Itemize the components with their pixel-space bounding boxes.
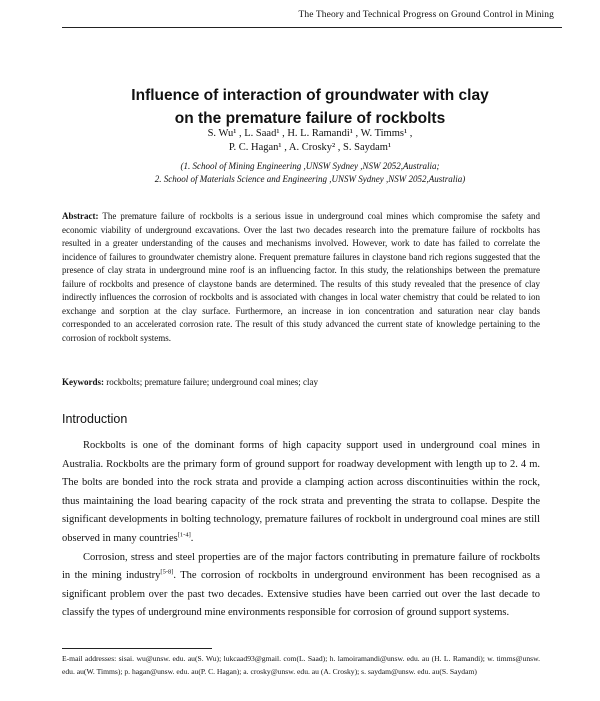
paragraph-1-end: . — [190, 532, 194, 544]
paragraph-2 — [62, 549, 540, 623]
abstract-text: The premature failure of rockbolts is a serious issue in underground coal mines which compromise the safety and economic viability of underground excavations. Over the last two decades research into the premature failure of rockbolts has resulted in a greater understanding of the causes and mechanisms involved. However, work to date has failed to correlate the incidence of failures to groundwater chemistry alone. Frequent premature failures in claystone band rich regions suggested that the presence of clay strata in underground mine roof is an influencing factor. In this study, the relationships between the premature failure of rockbolts and presence of claystone bands are determined. The results of this study revealed that the presence of clay indirectly influences the corrosion of rockbolts and is associated with changes in local water chemistry that could be related to ion exchange and sorption at the clay surface. Furthermore, an increase in ion concentration and saturation near clay bands corresponded to an accelerated corrosion rate. The result of this study advanced the current state of knowledge pertaining to the corrosion of rockbolt systems. — [62, 211, 540, 343]
keywords — [62, 376, 540, 389]
paper-title — [60, 84, 560, 130]
paragraph-1 — [62, 437, 540, 549]
footnote-rule — [62, 648, 212, 649]
affiliation-1: (1. School of Mining Engineering ,UNSW Sydney ,NSW 2052,Australia; — [180, 161, 440, 171]
paragraph-2-rest: . The corrosion of rockbolts in underground environment has been recognised as a significant problem over the past two decades. Extensive studies have been carried out over the last decade to classify the types of underground mine environments responsible for corrosion of ground support systems. — [62, 570, 540, 619]
title-line-2: on the premature failure of rockbolts — [174, 110, 446, 127]
keywords-label: Keywords: — [62, 377, 104, 387]
section-heading-introduction: Introduction — [62, 412, 128, 426]
footnote-emails: E-mail addresses: sisai. wu@unsw. edu. au(S. Wu); lukcaad93@gmail. com(L. Saad); h. lamoiramandi@unsw. edu. au (H. L. Ramandi); w. timms@unsw. edu. au(W. Timms); p. hagan@unsw. edu. au(P. C. Hagan); a. crosky@unsw. edu. au (A. Crosky); s. saydam@unsw. edu. au(S. Saydam) — [62, 654, 540, 676]
abstract-label: Abstract: — [62, 211, 99, 221]
citation-1-4[interactable]: [1-4] — [177, 531, 191, 539]
title-line-1: Influence of interaction of groundwater with clay — [131, 87, 489, 104]
header-rule — [62, 27, 562, 28]
paragraph-2-start: Corrosion, stress and steel properties are of the major factors contributing in premature failure of rockbolts in the mining industry — [62, 551, 540, 582]
paragraph-1-text: Rockbolts is one of the dominant forms of high capacity support used in underground coal mines in Australia. Rockbolts are the primary form of ground support for roadway development with length up to 2. 4 m. The bolts are bonded into the rock strata and provide a clamping action across discontinuities within the rock, thus maintaining the load bearing capacity of the rock strata and preventing the strata to collapse. Despite the significant developments in bolting technology, premature failures of rockbolt in underground coal mines are still observed in many countries — [62, 440, 540, 544]
author-list — [60, 127, 560, 155]
abstract — [62, 210, 540, 345]
authors-line-2: P. C. Hagan¹ , A. Crosky² , S. Saydam¹ — [228, 142, 392, 153]
keywords-text: rockbolts; premature failure; underground coal mines; clay — [104, 377, 319, 387]
citation-5-8[interactable]: [5-8] — [160, 568, 174, 576]
affiliations — [60, 160, 560, 186]
running-head: The Theory and Technical Progress on Ground Control in Mining — [298, 10, 554, 20]
affiliation-2: 2. School of Materials Science and Engineering ,UNSW Sydney ,NSW 2052,Australia) — [154, 174, 466, 184]
authors-line-1: S. Wu¹ , L. Saad¹ , H. L. Ramandi¹ , W. Timms¹ , — [207, 128, 413, 139]
introduction-body — [62, 437, 540, 623]
